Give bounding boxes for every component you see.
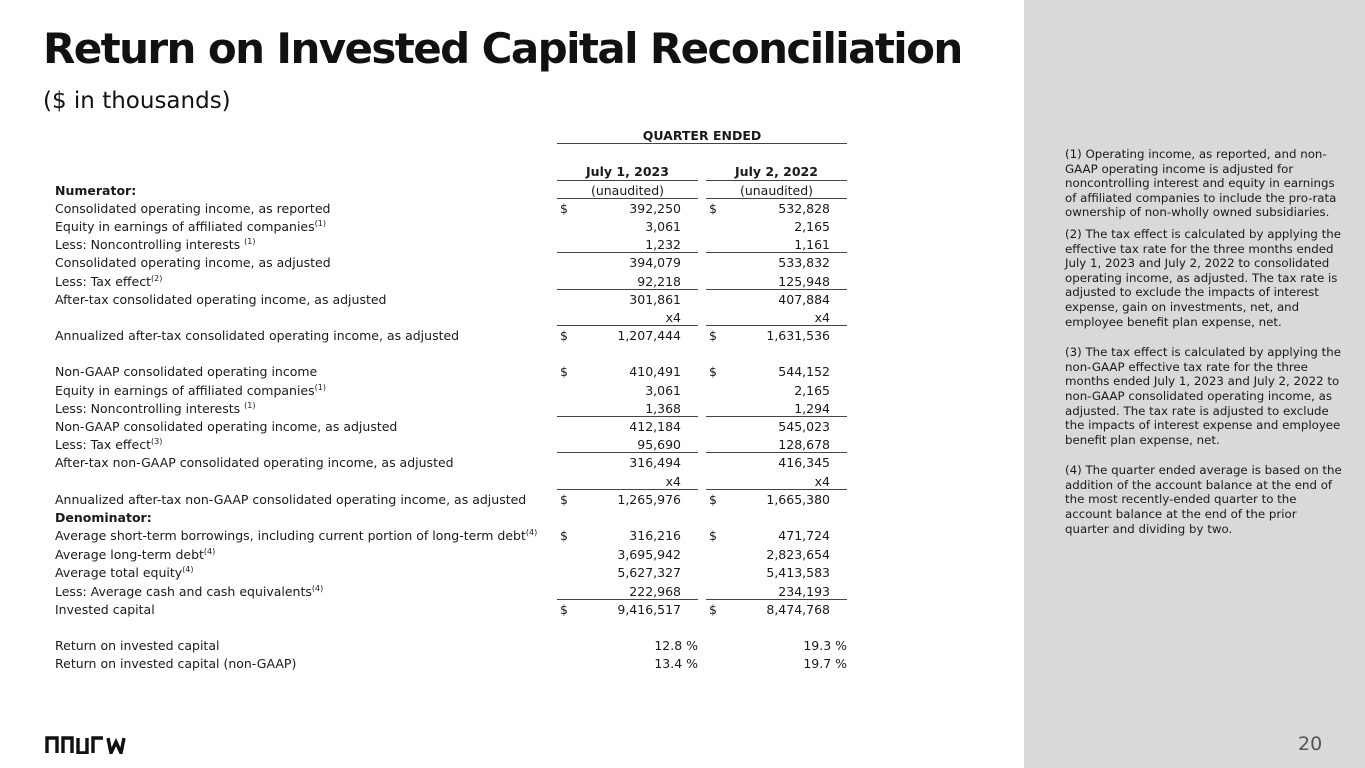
period-header: QUARTER ENDED [642, 128, 762, 143]
table-row [55, 399, 855, 417]
roic-table [55, 126, 855, 672]
table-row [55, 600, 855, 618]
value-2023: 394,079 [629, 255, 681, 271]
dollar-sign: $ [709, 328, 717, 344]
value-2023: 13.4 % [654, 656, 698, 672]
table-row [55, 362, 855, 380]
value-2022: 471,724 [778, 528, 830, 544]
value-2022: 544,152 [778, 364, 830, 380]
row-label: After-tax consolidated operating income, as adjusted [55, 291, 387, 307]
table-row [55, 582, 855, 600]
dollar-sign: $ [560, 601, 568, 617]
spacer-row [55, 144, 855, 162]
table-row [55, 217, 855, 235]
value-2022: 533,832 [778, 255, 830, 271]
footnote-3: (3) The tax effect is calculated by applying the non-GAAP effective tax rate for the three months ended July 1, 2023 and July 2, 2022 to non-GAAP consolidated operating income, as adjusted. The tax rate is adjusted to exclude the impacts of interest expense and employee benefit plan expense, net. [1065, 345, 1342, 447]
table-row [55, 435, 855, 453]
row-label: Annualized after-tax consolidated operating income, as adjusted [55, 328, 460, 344]
footnotes [1065, 147, 1343, 543]
value-2022: 19.3 % [803, 638, 847, 654]
multiplier-2022: x4 [814, 473, 830, 489]
dollar-sign: $ [709, 200, 717, 216]
value-2023: 412,184 [629, 419, 681, 434]
period-header-row [55, 126, 855, 144]
table-row [55, 654, 855, 672]
value-2022: 8,474,768 [766, 601, 830, 617]
row-label: Average total equity$^{(4)}$ [55, 565, 194, 581]
table-row [55, 636, 855, 654]
value-2023: 392,250 [629, 200, 681, 216]
value-2022: 1,161 [794, 237, 830, 253]
table-row [55, 417, 855, 435]
footnote-ref: (1) [244, 400, 256, 410]
multiplier-2022: x4 [814, 309, 830, 325]
table-row [55, 526, 855, 545]
multiplier-2023: x4 [665, 309, 681, 325]
numerator-label: Numerator: [55, 182, 137, 198]
value-2023: 410,491 [629, 364, 681, 380]
value-2023: 1,232 [645, 237, 681, 253]
row-label: Less: Average cash and cash equivalents$^{(4)}$ [55, 583, 324, 599]
footnote-ref: (4) [182, 565, 194, 575]
value-2023: 95,690 [637, 437, 681, 453]
value-2022: 19.7 % [803, 656, 847, 672]
table-row [55, 490, 855, 508]
row-label: Annualized after-tax non-GAAP consolidated operating income, as adjusted [55, 491, 527, 507]
page-title: Return on Invested Capital Reconciliation [43, 24, 962, 73]
value-2022: 1,665,380 [766, 491, 830, 507]
table-row [55, 545, 855, 563]
footnote-ref: (1) [314, 218, 326, 228]
row-label: Consolidated operating income, as reported [55, 200, 331, 216]
value-2022: 128,678 [778, 437, 830, 453]
dollar-sign: $ [709, 364, 717, 380]
row-label: After-tax non-GAAP consolidated operating income, as adjusted [55, 455, 454, 471]
footnote-2: (2) The tax effect is calculated by applying the effective tax rate for the three months ended July 1, 2023 and July 2, 2022 to consolidated operating income, as adjusted. The tax rate is adjusted to exclude the impacts of interest expense, gain on investments, net, and employee benefit plan expense, net. [1065, 226, 1342, 329]
row-label: Equity in earnings of affiliated companies$^{(1)}$ [55, 218, 326, 234]
value-2022: 2,823,654 [766, 547, 830, 563]
spacer-row [55, 344, 855, 362]
value-2022: 407,884 [778, 291, 830, 307]
footnote-ref: (3) [151, 437, 163, 447]
arrow-logo [45, 734, 131, 758]
value-2023: 9,416,517 [617, 601, 681, 617]
value-2023: 1,207,444 [617, 328, 681, 344]
footnote-ref: (4) [311, 583, 324, 593]
footnote-ref: (4) [525, 528, 538, 538]
footnote-ref: (1) [314, 382, 326, 392]
row-label: Return on invested capital [55, 638, 220, 654]
table-row [55, 326, 855, 344]
footnote-1: (1) Operating income, as reported, and non-GAAP operating income is adjusted for noncontrolling interest and equity in earnings of affiliated companies to include the pro-rata ownership of non-wholly owned subsidiaries. [1065, 147, 1337, 220]
dollar-sign: $ [709, 528, 717, 544]
footnote-ref: (2) [151, 273, 163, 283]
row-label: Invested capital [55, 601, 155, 617]
row-label: Less: Tax effect$^{(3)}$ [55, 437, 163, 453]
value-2022: 532,828 [778, 200, 830, 216]
table-row [55, 199, 855, 217]
row-label: Return on invested capital (non-GAAP) [55, 656, 297, 672]
value-2022: 234,193 [778, 583, 830, 599]
value-2023: 5,627,327 [617, 565, 681, 581]
footnote-ref: (4) [203, 547, 216, 557]
value-2023: 316,216 [629, 528, 681, 544]
dollar-sign: $ [560, 328, 568, 344]
row-label: Non-GAAP consolidated operating income, as adjusted [55, 419, 398, 434]
value-2022: 2,165 [794, 382, 830, 398]
value-2023: 92,218 [637, 273, 681, 289]
page-subtitle: ($ in thousands) [43, 88, 231, 114]
dollar-sign: $ [560, 491, 568, 507]
page-number: 20 [1298, 733, 1323, 755]
multiplier-2023: x4 [665, 473, 681, 489]
value-2023: 12.8 % [654, 638, 698, 654]
table-row [55, 235, 855, 253]
value-2022: 545,023 [778, 419, 830, 434]
dollar-sign: $ [560, 528, 568, 544]
footnote-ref: (1) [244, 237, 256, 247]
row-label: Equity in earnings of affiliated companies$^{(1)}$ [55, 382, 326, 398]
value-2022: 2,165 [794, 218, 830, 234]
table-row [55, 381, 855, 399]
col2-unaudited: (unaudited) [739, 182, 814, 198]
col2-header: July 2, 2022 [735, 164, 818, 180]
col1-header: July 1, 2023 [586, 164, 669, 180]
row-label: Less: Tax effect$^{(2)}$ [55, 273, 163, 289]
value-2023: 1,368 [645, 400, 681, 416]
denominator-label: Denominator: [55, 509, 152, 525]
value-2022: 5,413,583 [766, 565, 830, 581]
table-row [55, 563, 855, 581]
dollar-sign: $ [560, 364, 568, 380]
value-2023: 1,265,976 [617, 491, 681, 507]
table-row [55, 453, 855, 471]
row-label: Average short-term borrowings, including current portion of long-term debt$^{(4)}$ [55, 528, 538, 544]
value-2022: 1,294 [794, 400, 830, 416]
value-2022: 1,631,536 [766, 328, 830, 344]
row-label: Non-GAAP consolidated operating income [55, 364, 318, 380]
value-2023: 3,061 [645, 382, 681, 398]
value-2022: 125,948 [778, 273, 830, 289]
value-2023: 301,861 [629, 291, 681, 307]
spacer-row [55, 618, 855, 636]
table-row [55, 472, 855, 490]
table-row [55, 290, 855, 308]
numerator-row [55, 181, 855, 199]
col1-unaudited: (unaudited) [590, 182, 665, 198]
table-row [55, 253, 855, 271]
row-label: Average long-term debt$^{(4)}$ [55, 547, 216, 563]
table-row [55, 308, 855, 326]
dollar-sign: $ [709, 491, 717, 507]
value-2023: 222,968 [629, 583, 681, 599]
value-2022: 416,345 [778, 455, 830, 471]
dollar-sign: $ [709, 601, 717, 617]
row-label: Less: Noncontrolling interests $^{(1)}$ [55, 400, 256, 416]
row-label: Less: Noncontrolling interests $^{(1)}$ [55, 237, 256, 253]
row-label: Consolidated operating income, as adjusted [55, 255, 331, 271]
value-2023: 316,494 [629, 455, 681, 471]
dollar-sign: $ [560, 200, 568, 216]
footnote-4: (4) The quarter ended average is based on the addition of the account balance at the end of the most recently-ended quarter to the account balance at the end of the prior quarter and dividing by two. [1065, 463, 1342, 536]
table-row [55, 272, 855, 290]
column-header-row [55, 162, 855, 180]
value-2023: 3,695,942 [617, 547, 681, 563]
value-2023: 3,061 [645, 218, 681, 234]
denominator-row [55, 508, 855, 526]
